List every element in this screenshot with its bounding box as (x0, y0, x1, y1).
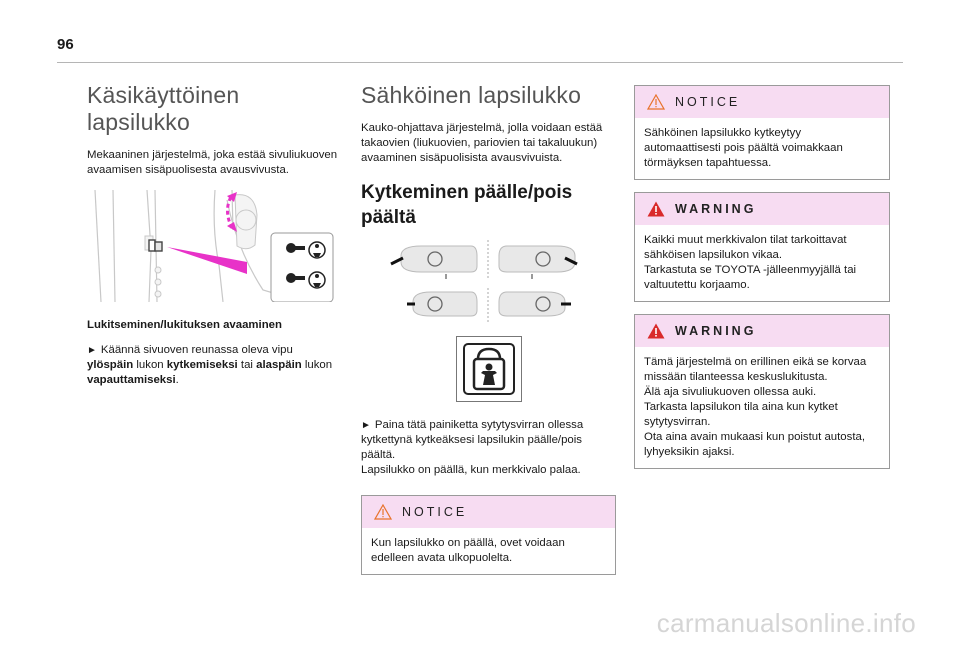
arrow-right-icon: ► (87, 345, 97, 356)
electric-lock-instruction (361, 418, 616, 463)
warning-line: Älä aja sivuliukuoven ollessa auki. (644, 386, 817, 398)
electric-lock-intro: Kauko-ohjattava järjestelmä, jolla voidaan estää takaovien (liukuovien, pariovien tai takaluukun) avaaminen sisäpuolisista avausvivuista. (361, 122, 603, 164)
warning-header (635, 193, 889, 225)
text-bold: ylöspäin (87, 359, 134, 371)
manual-lock-caption: Lukitseminen/lukituksen avaaminen (87, 319, 282, 331)
electric-lock-title: Sähköinen lapsilukko (361, 82, 582, 108)
text-segment: Paina tätä painiketta sytytysvirran ollessa kytkettynä kytkeäksesi lapsilukin päälle/pois päältä. (361, 419, 584, 461)
manual-lock-title: Käsikäyttöinen lapsilukko (87, 82, 240, 135)
warning-triangle-icon (647, 201, 665, 217)
child-lock-icon (463, 343, 515, 395)
vehicle-variants-diagram (361, 240, 616, 322)
manual-lock-intro: Mekaaninen järjestelmä, joka estää sivuliukuoven avaamisen sisäpuolisesta avausvivusta. (87, 149, 338, 176)
text-bold: vapauttamiseksi (87, 374, 176, 386)
door-lever-diagram (87, 190, 342, 302)
text-segment: lukon (136, 359, 164, 371)
column-notices (634, 85, 890, 469)
warning-text (635, 347, 889, 468)
electric-lock-instruction-2: Lapsilukko on päällä, kun merkkivalo palaa. (361, 464, 581, 476)
notice-header (635, 86, 889, 118)
text-segment: tai (240, 359, 253, 371)
warning-line: Tämä järjestelmä on erillinen eikä se korvaa missään tilanteessa keskuslukitusta. (644, 356, 867, 383)
notice-label: NOTICE (675, 95, 741, 109)
warning-line: Ota aina avain mukaasi kun poistut autosta, lyhyeksikin ajaksi. (644, 431, 865, 458)
notice-text: Sähköinen lapsilukko kytkeytyy automaattisesti pois päältä voimakkaan törmäyksen tapahtuessa. (644, 127, 843, 169)
header-divider (57, 62, 903, 63)
vehicle-door-illustration (361, 240, 616, 322)
warning-line: Tarkastuta se TOYOTA -jälleenmyyjällä tai valtuutettu korjaamo. (644, 264, 857, 291)
notice-box-auto-off (634, 85, 890, 180)
warning-triangle-icon (647, 323, 665, 339)
page-number: 96 (57, 36, 74, 53)
notice-header (362, 496, 615, 528)
watermark: carmanualsonline.info (656, 608, 916, 638)
warning-box-fault (634, 192, 890, 302)
warning-line: Kaikki muut merkkivalon tilat tarkoittavat sähköisen lapsilukon vikaa. (644, 234, 847, 261)
notice-text: Kun lapsilukko on päällä, ovet voidaan edelleen avata ulkopuolelta. (371, 537, 565, 564)
text-bold: alaspäin (256, 359, 302, 371)
warning-header (635, 315, 889, 347)
child-lock-button-illustration (456, 336, 522, 402)
warning-label: WARNING (675, 202, 757, 216)
manual-lock-illustration (87, 190, 342, 302)
text-segment: lukon (304, 359, 333, 371)
text-bold: kytkemiseksi (166, 359, 238, 371)
arrow-right-icon: ► (361, 420, 371, 431)
manual-lock-instruction (87, 343, 342, 388)
warning-text (635, 225, 889, 301)
notice-label: NOTICE (402, 505, 468, 519)
on-off-subtitle: Kytkeminen päälle/pois päältä (361, 182, 573, 228)
column-electric-lock (361, 82, 616, 575)
text-segment: . (175, 374, 179, 386)
warning-triangle-icon (374, 504, 392, 520)
text-segment: Käännä sivuoven reunassa oleva vipu (100, 344, 293, 356)
column-manual-lock (87, 82, 342, 388)
warning-triangle-icon (647, 94, 665, 110)
warning-line: Tarkasta lapsilukon tila aina kun kytket sytytysvirran. (644, 401, 838, 428)
warning-label: WARNING (675, 324, 757, 338)
warning-box-central-lock (634, 314, 890, 469)
notice-box (361, 495, 616, 575)
